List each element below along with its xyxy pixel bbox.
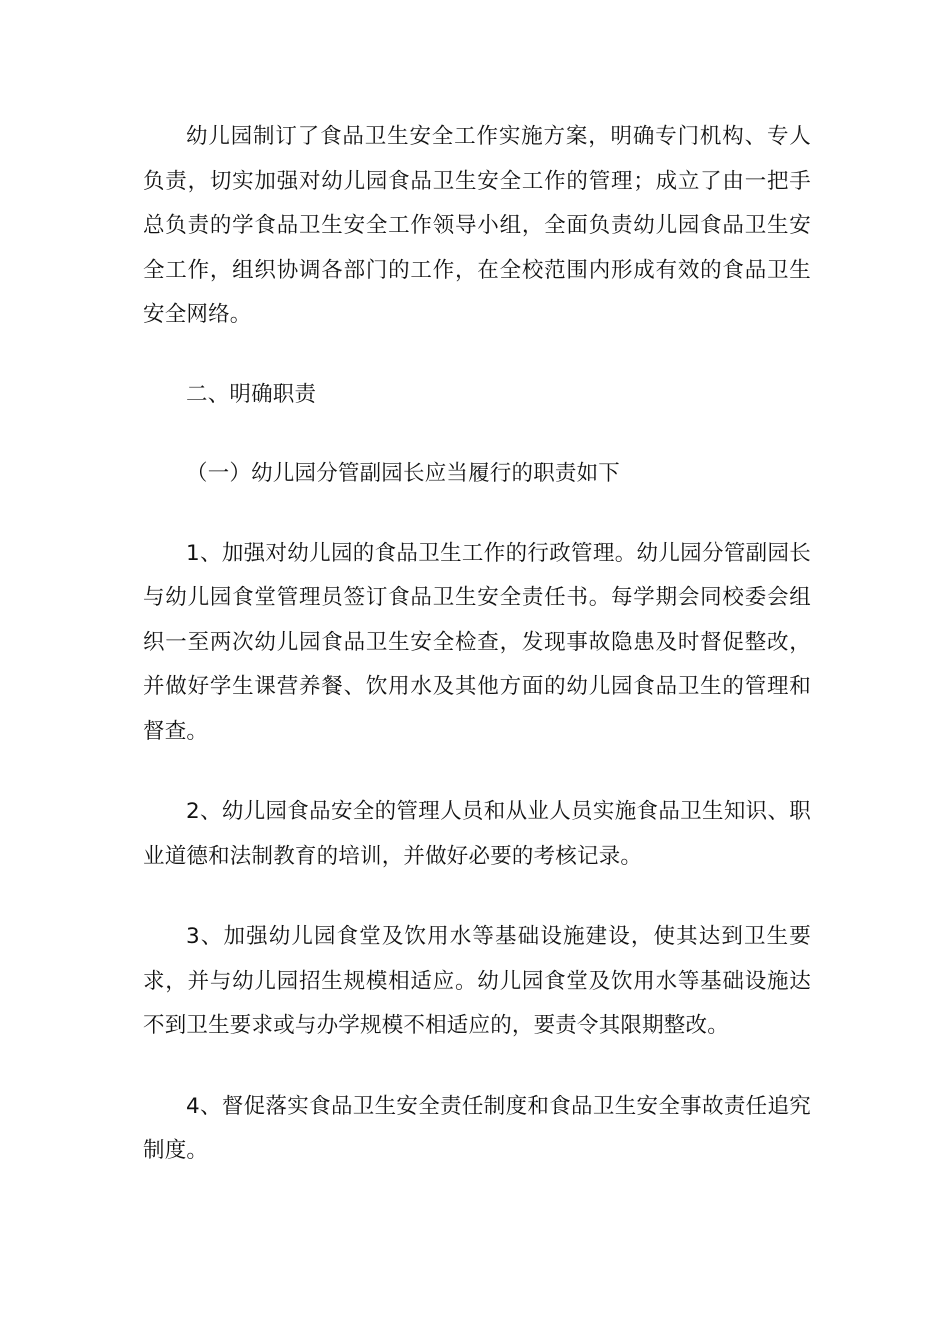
duty-item-1: 1、加强对幼儿园的食品卫生工作的行政管理。幼儿园分管副园长与幼儿园食堂管理员签订食品卫生安全责任书。每学期会同校委会组织一至两次幼儿园食品卫生安全检查，发现事故隐患及时督促整改，并做好学生课营养餐、饮用水及其他方面的幼儿园食品卫生的管理和督查。 — [143, 540, 811, 744]
duty-item-2: 2、幼儿园食品安全的管理人员和从业人员实施食品卫生知识、职业道德和法制教育的培训，并做好必要的考核记录。 — [143, 799, 811, 869]
section-heading: 二、明确职责 — [186, 381, 317, 407]
intro-paragraph: 幼儿园制订了食品卫生安全工作实施方案，明确专门机构、专人负责，切实加强对幼儿园食品卫生安全工作的管理；成立了由一把手总负责的学食品卫生安全工作领导小组，全面负责幼儿园食品卫生安全工作，组织协调各部门的工作，在全校范围内形成有效的食品卫生安全网络。 — [143, 124, 811, 327]
duty-item-4: 4、督促落实食品卫生安全责任制度和食品卫生安全事故责任追究制度。 — [143, 1093, 811, 1163]
duty-item-3: 3、加强幼儿园食堂及饮用水等基础设施建设，使其达到卫生要求，并与幼儿园招生规模相适应。幼儿园食堂及饮用水等基础设施达不到卫生要求或与办学规模不相适应的，要责令其限期整改。 — [143, 924, 811, 1038]
document-body — [143, 115, 811, 1174]
subsection-heading: （一）幼儿园分管副园长应当履行的职责如下 — [186, 461, 621, 486]
